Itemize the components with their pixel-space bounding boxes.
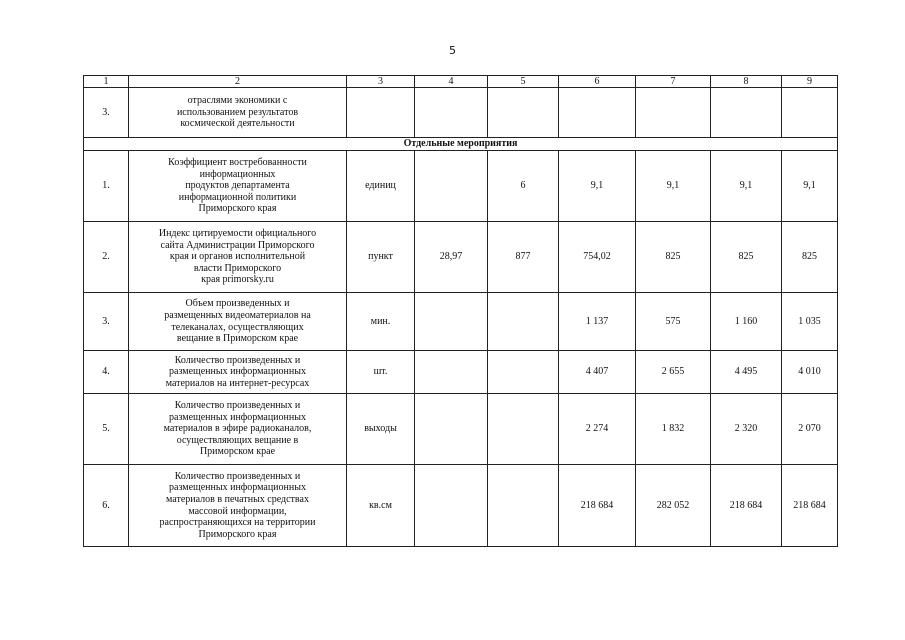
value-cell: 2 320 — [711, 394, 782, 465]
value-cell: 825 — [782, 222, 838, 293]
value-cell — [415, 88, 488, 138]
name-line: Коэффициент востребованности — [168, 157, 307, 169]
indicator-name — [129, 151, 347, 222]
value-cell: 1 160 — [711, 293, 782, 351]
indicators-table — [83, 75, 838, 547]
row-number: 5. — [84, 394, 129, 465]
value-cell: 825 — [636, 222, 711, 293]
name-line: отраслями экономики с — [187, 95, 288, 107]
header-cell: 1 — [84, 76, 129, 88]
name-line: использованием результатов — [176, 106, 299, 118]
value-cell: 825 — [711, 222, 782, 293]
name-line: Индекс цитируемости официального — [158, 228, 317, 240]
value-cell: 2 070 — [782, 394, 838, 465]
value-cell: 1 137 — [559, 293, 636, 351]
row-number: 1. — [84, 151, 129, 222]
value-cell: 575 — [636, 293, 711, 351]
unit-cell: шт. — [347, 351, 415, 394]
table-row — [84, 151, 838, 222]
name-line: власти Приморского — [193, 262, 282, 274]
name-line: размещенных информационных — [169, 366, 306, 378]
value-cell — [415, 465, 488, 547]
table-row — [84, 465, 838, 547]
unit-cell: пункт — [347, 222, 415, 293]
header-cell: 5 — [488, 76, 559, 88]
table-row — [84, 293, 838, 351]
indicator-name — [129, 222, 347, 293]
name-line: материалов на интернет-ресурсах — [165, 377, 310, 389]
header-row — [84, 76, 838, 88]
section-row — [84, 138, 838, 151]
name-line: телеканалах, осуществляющих — [171, 321, 304, 333]
name-line: материалов в эфире радиоканалов, — [163, 423, 312, 435]
value-cell: 218 684 — [559, 465, 636, 547]
header-cell: 9 — [782, 76, 838, 88]
name-line: осуществляющих вещание в — [176, 434, 299, 446]
value-cell: 1 035 — [782, 293, 838, 351]
name-line: Приморского края — [198, 528, 277, 540]
name-line: края primorsky.ru — [201, 274, 274, 286]
value-cell: 282 052 — [636, 465, 711, 547]
name-line: Приморского края — [198, 203, 277, 215]
value-cell — [488, 88, 559, 138]
name-line: продуктов департамента — [185, 180, 290, 192]
name-line: размещенных информационных — [169, 482, 306, 494]
name-line: информационной политики — [178, 191, 297, 203]
value-cell: 4 495 — [711, 351, 782, 394]
name-line: размещенных информационных — [169, 411, 306, 423]
value-cell: 877 — [488, 222, 559, 293]
value-cell — [488, 293, 559, 351]
value-cell: 6 — [488, 151, 559, 222]
header-cell: 6 — [559, 76, 636, 88]
row-number: 4. — [84, 351, 129, 394]
unit-cell: выходы — [347, 394, 415, 465]
value-cell: 9,1 — [782, 151, 838, 222]
value-cell — [415, 394, 488, 465]
indicator-name — [129, 394, 347, 465]
indicator-name — [129, 351, 347, 394]
name-line: массовой информации, — [188, 505, 287, 517]
name-line: информационных — [199, 168, 276, 180]
indicator-name — [129, 293, 347, 351]
unit-cell: кв.см — [347, 465, 415, 547]
page-number: 5 — [449, 44, 456, 57]
table-row — [84, 351, 838, 394]
name-line: Количество произведенных и — [174, 400, 301, 412]
name-line: распространяющихся на территории — [159, 517, 316, 529]
unit-cell: единиц — [347, 151, 415, 222]
table-row — [84, 394, 838, 465]
value-cell — [488, 351, 559, 394]
indicator-name — [129, 465, 347, 547]
table-row-continued — [84, 88, 838, 138]
indicator-name — [129, 88, 347, 138]
row-number: 2. — [84, 222, 129, 293]
value-cell: 4 407 — [559, 351, 636, 394]
unit-cell: мин. — [347, 293, 415, 351]
name-line: сайта Администрации Приморского — [160, 239, 315, 251]
header-cell: 3 — [347, 76, 415, 88]
value-cell — [415, 293, 488, 351]
name-line: Количество произведенных и — [174, 470, 301, 482]
header-cell: 4 — [415, 76, 488, 88]
value-cell — [415, 151, 488, 222]
value-cell — [711, 88, 782, 138]
value-cell — [636, 88, 711, 138]
value-cell: 218 684 — [711, 465, 782, 547]
value-cell: 28,97 — [415, 222, 488, 293]
name-line: космической деятельности — [180, 118, 295, 130]
name-line: вещание в Приморском крае — [176, 333, 299, 345]
value-cell: 218 684 — [782, 465, 838, 547]
value-cell — [782, 88, 838, 138]
value-cell: 4 010 — [782, 351, 838, 394]
section-title: Отдельные мероприятия — [84, 138, 838, 151]
name-line: Приморском крае — [199, 446, 276, 458]
row-number: 3. — [84, 293, 129, 351]
header-cell: 8 — [711, 76, 782, 88]
name-line: края и органов исполнительной — [169, 251, 306, 263]
value-cell: 2 655 — [636, 351, 711, 394]
row-number: 3. — [84, 88, 129, 138]
value-cell: 9,1 — [636, 151, 711, 222]
name-line: материалов в печатных средствах — [166, 493, 309, 505]
value-cell — [559, 88, 636, 138]
header-cell: 2 — [129, 76, 347, 88]
name-line: размещенных видеоматериалов на — [164, 309, 311, 321]
value-cell: 1 832 — [636, 394, 711, 465]
value-cell — [488, 394, 559, 465]
value-cell: 754,02 — [559, 222, 636, 293]
name-line: Объем произведенных и — [185, 298, 290, 310]
value-cell: 2 274 — [559, 394, 636, 465]
name-line: Количество произведенных и — [174, 354, 301, 366]
header-cell: 7 — [636, 76, 711, 88]
value-cell: 9,1 — [711, 151, 782, 222]
value-cell — [488, 465, 559, 547]
value-cell — [415, 351, 488, 394]
table-row — [84, 222, 838, 293]
value-cell: 9,1 — [559, 151, 636, 222]
row-number: 6. — [84, 465, 129, 547]
unit-cell — [347, 88, 415, 138]
